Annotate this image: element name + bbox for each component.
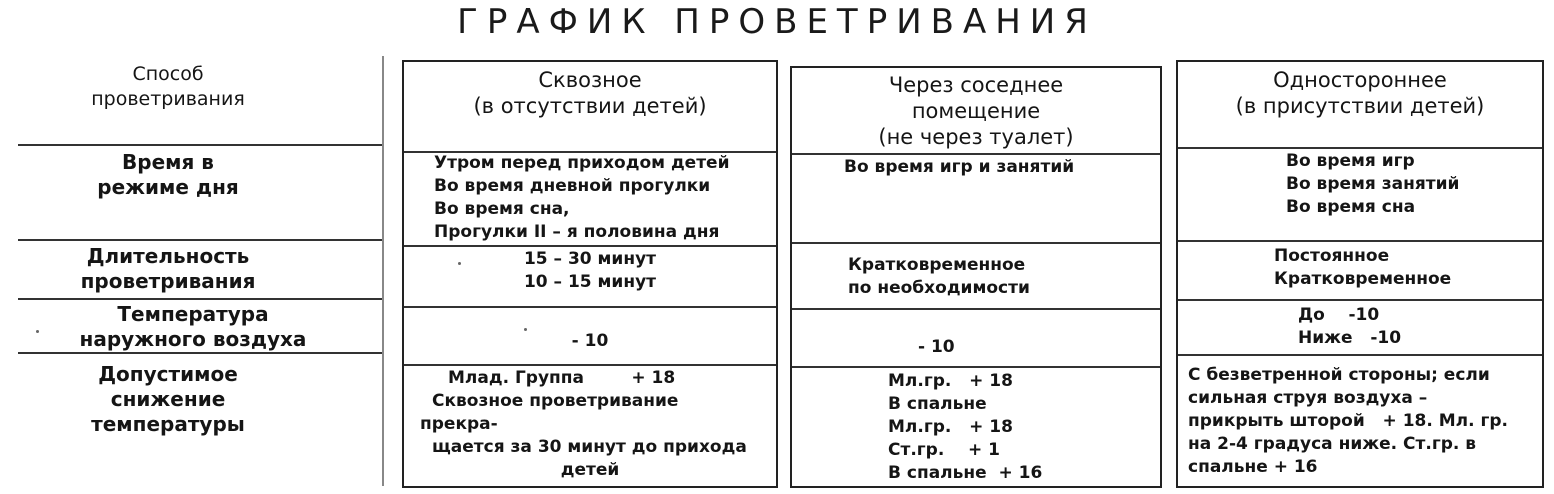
through-decrease-5: детей [560,460,620,480]
adjacent-duration: Кратковременное по необходимости [848,255,1030,298]
one-sided-card [1176,60,1544,488]
label-method: Способ проветривания [91,63,245,110]
through-header: Сквозное (в отсутствии детей) [473,68,707,118]
adjacent-header: Через соседнее помещение (не через туалет) [878,73,1074,149]
one-sided-time: Во время игр Во время занятий Во время сна [1286,151,1460,217]
page-title: ГРАФИК ПРОВЕТРИВАНИЯ [457,2,1097,42]
label-decrease: Допустимое снижение температуры [91,362,245,436]
through-duration: 15 – 30 минут 10 – 15 минут [523,249,657,292]
one-sided-header: Одностороннее (в присутствии детей) [1235,68,1485,118]
adjacent-temperature: - 10 [918,337,955,357]
adjacent-room-card [790,66,1162,488]
label-duration: Длительность проветривания [80,244,256,293]
through-decrease-1: Млад. Группа + 18 [448,368,676,388]
labels-card [18,56,382,486]
through-temperature: - 10 [571,331,609,351]
label-time: Время в режиме дня [97,150,239,199]
adjacent-decrease: Мл.гр. + 18 В спальне Мл.гр. + 18 Ст.гр. + 1 В спальне + 16 [888,371,1043,483]
label-temperature: Температура наружного воздуха [79,302,307,351]
through-decrease-3: прекра- [420,414,498,434]
one-sided-duration: Постоянное Кратковременное [1274,246,1452,289]
through-decrease-2: Сквозное проветривание [432,391,679,411]
through-decrease-4: щается за 30 минут до прихода [432,437,747,457]
scan-speck [36,330,39,333]
through-time: Утром перед приходом детей Во время дневной прогулки Во время сна, Прогулки II – я половина дня [434,153,730,242]
scan-speck [458,262,461,265]
one-sided-decrease: С безветренной стороны; если сильная струя воздуха – прикрыть шторой + 18. Мл. гр. на 2-4 градуса ниже. Ст.гр. в спальне + 16 [1188,365,1508,477]
scan-speck [524,328,527,331]
through-ventilation-card [402,60,778,488]
one-sided-temperature: До -10 Ниже -10 [1298,305,1402,348]
adjacent-time: Во время игр и занятий [844,157,1075,177]
